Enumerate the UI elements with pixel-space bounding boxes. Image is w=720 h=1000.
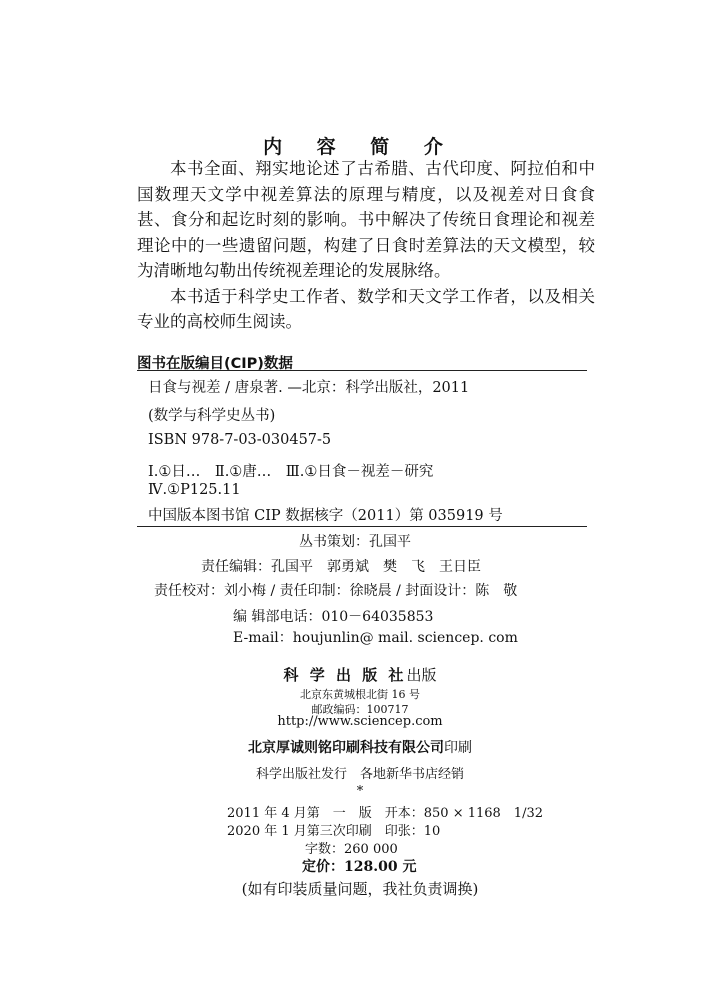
cip-line-isbn: ISBN 978-7-03-030457-5 bbox=[148, 432, 332, 448]
price: 定价：128.00 元 bbox=[302, 859, 417, 875]
publisher-url: http://www.sciencep.com bbox=[277, 714, 443, 729]
publisher-name: 科 学 出 版 社 bbox=[283, 666, 407, 684]
editorial-phone: 编 辑部电话：010－64035853 bbox=[233, 609, 434, 625]
distribution-line: 科学出版社发行 各地新华书店经销 bbox=[255, 767, 464, 782]
edition-info: 2011 年 4 月第 一 版 开本：850 × 1168 1/32 bbox=[227, 806, 543, 821]
cip-line-series: (数学与科学史丛书) bbox=[148, 408, 276, 424]
printer-line bbox=[0, 737, 720, 757]
cip-bottom-rule bbox=[137, 526, 587, 527]
series-planner: 丛书策划：孔国平 bbox=[299, 534, 411, 550]
intro-text bbox=[137, 156, 595, 335]
quality-note: (如有印装质量问题，我社负责调换) bbox=[241, 880, 479, 898]
word-count: 字数：260 000 bbox=[305, 842, 398, 857]
section-title: 内 容 简 介 bbox=[263, 136, 457, 158]
intro-paragraph-2: 本书适于科学史工作者、数学和天文学工作者，以及相关专业的高校师生阅读。 bbox=[137, 286, 595, 331]
cip-line-record: 中国版本图书馆 CIP 数据核字（2011）第 035919 号 bbox=[148, 508, 503, 524]
intro-paragraph-1: 本书全面、翔实地论述了古希腊、古代印度、阿拉伯和中国数理天文学中视差算法的原理与精度，以及视差对日食食甚、食分和起讫时刻的影响。书中解决了传统日食理论和视差理论中的一些遗留问题，构建了日食时差算法的天文模型，较为清晰地勾勒出传统视差理论的发展脉络。 bbox=[137, 159, 595, 280]
printer-suffix: 印刷 bbox=[444, 740, 472, 756]
publisher-line bbox=[0, 664, 720, 685]
publisher-suffix: 出版 bbox=[406, 666, 437, 684]
cip-heading: 图书在版编目(CIP)数据 bbox=[137, 356, 293, 372]
printing-info: 2020 年 1 月第三次印刷 印张：10 bbox=[227, 824, 441, 839]
proof-print-cover-credits: 责任校对：刘小梅 / 责任印制：徐晓晨 / 封面设计：陈 敬 bbox=[154, 583, 518, 599]
cip-line-subjects: Ⅰ.①日… Ⅱ.①唐… Ⅲ.①日食－视差－研究 bbox=[148, 464, 434, 480]
cip-top-rule bbox=[137, 370, 587, 371]
publisher-postcode: 邮政编码：100717 bbox=[311, 703, 409, 716]
cip-line-title: 日食与视差 / 唐泉著. —北京：科学出版社，2011 bbox=[148, 380, 470, 396]
separator-star: * bbox=[356, 784, 364, 799]
printer-name: 北京厚诚则铭印刷科技有限公司 bbox=[248, 740, 444, 756]
cip-line-classification: Ⅳ.①P125.11 bbox=[148, 482, 241, 498]
editorial-email: E-mail：houjunlin@ mail. sciencep. com bbox=[233, 630, 518, 646]
responsible-editors: 责任编辑：孔国平 郭勇斌 樊 飞 王日臣 bbox=[201, 559, 481, 575]
publisher-address: 北京东黄城根北街 16 号 bbox=[300, 688, 420, 701]
